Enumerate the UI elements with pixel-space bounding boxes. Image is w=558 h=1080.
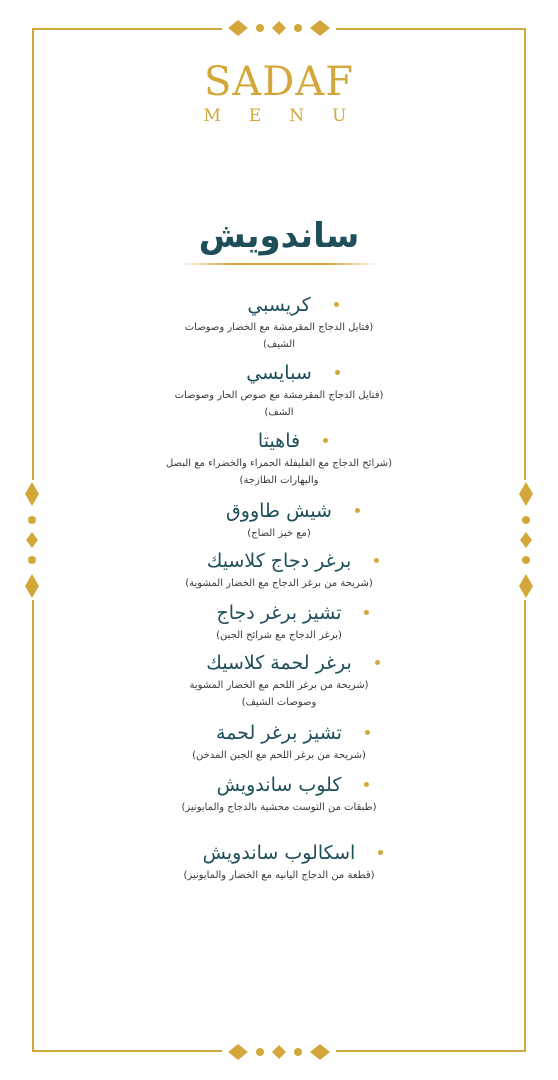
section-title: ساندويش — [198, 216, 360, 256]
menu-item — [0, 548, 558, 592]
menu-item — [0, 650, 558, 711]
menu-item-name: كريسبي — [247, 292, 310, 318]
menu-item-description: (شريحة من برغر اللحم مع الجبن المدخن) — [192, 750, 366, 761]
bullet-dot-icon — [364, 610, 369, 615]
menu-item-description: (فتايل الدجاج المقرمشة مع صوص الحار وصوصات الشف) — [174, 390, 384, 418]
bullet-dot-icon — [375, 660, 380, 665]
bottom-ornament — [222, 1041, 336, 1063]
menu-item-name: اسكالوب ساندويش — [203, 840, 356, 866]
menu-item — [0, 840, 558, 884]
brand-logo: SADAF — [204, 59, 354, 105]
menu-item — [0, 772, 558, 816]
menu-item-description: (فتايل الدجاج المقرمشة مع الخضار وصوصات الشيف) — [184, 322, 374, 350]
menu-item-name: كلوب ساندويش — [217, 772, 342, 798]
bullet-dot-icon — [365, 730, 370, 735]
brand-subtitle: MENU — [203, 106, 375, 126]
menu-item — [0, 600, 558, 644]
menu-item-description: (مع خبز الصاج) — [247, 528, 311, 539]
menu-item-description: (شريحة من برغر اللحم مع الخضار المشوية وصوصات الشيف) — [189, 680, 369, 708]
menu-item-name: تشيز برغر دجاج — [217, 600, 342, 626]
menu-item-name: فاهيتا — [258, 428, 300, 454]
menu-item-description: (شرائح الدجاج مع الفليفلة الحمراء والخضراء مع البصل والبهارات الطازجة) — [165, 458, 393, 486]
menu-item-name: برغر لحمة كلاسيك — [206, 650, 352, 676]
menu-item — [0, 428, 558, 489]
menu-item — [0, 360, 558, 421]
menu-item-description: (قطعة من الدجاج اليانيه مع الخضار والمايونيز) — [183, 870, 375, 881]
bullet-dot-icon — [355, 508, 360, 513]
bullet-dot-icon — [364, 782, 369, 787]
menu-item-name: شيش طاووق — [226, 498, 332, 524]
menu-item-description: (طبقات من التوست محشية بالدجاج والمايونيز) — [181, 802, 377, 813]
menu-item-description: (برغر الدجاج مع شرائح الجبن) — [216, 630, 342, 641]
menu-item — [0, 498, 558, 542]
menu-item-description: (شريحة من برغر الدجاج مع الخضار المشوية) — [185, 578, 373, 589]
top-ornament — [222, 17, 336, 39]
bullet-dot-icon — [323, 438, 328, 443]
menu-item-name: برغر دجاج كلاسيك — [207, 548, 352, 574]
bullet-dot-icon — [335, 370, 340, 375]
menu-item — [0, 720, 558, 764]
title-divider — [180, 263, 378, 265]
menu-item-name: سبايسي — [246, 360, 312, 386]
menu-item-name: تشيز برغر لحمة — [216, 720, 342, 746]
menu-item — [0, 292, 558, 353]
bullet-dot-icon — [374, 558, 379, 563]
bullet-dot-icon — [378, 850, 383, 855]
bullet-dot-icon — [334, 302, 339, 307]
